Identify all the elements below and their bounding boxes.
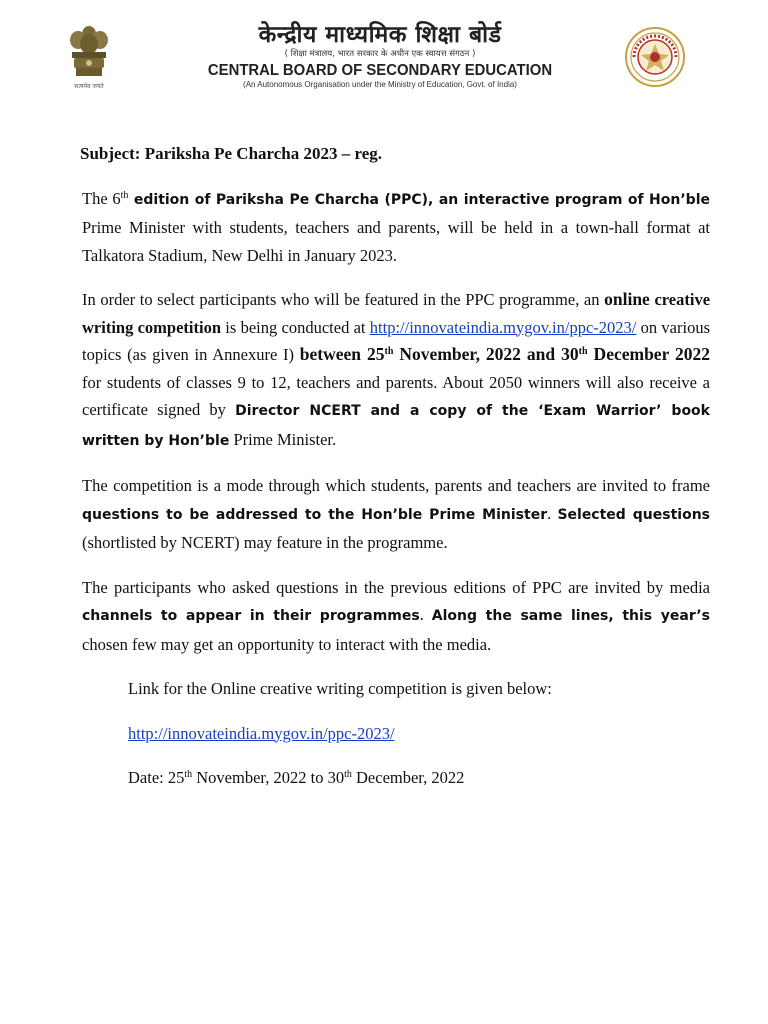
date-c: December, 2022 bbox=[351, 768, 465, 787]
cbse-seal-icon bbox=[624, 26, 686, 88]
date-a: Date: 25 bbox=[128, 768, 185, 787]
subject-line: Subject: Pariksha Pe Charcha 2023 – reg. bbox=[80, 144, 383, 163]
p2-text-c: on various topics (as given in Annexure I) bbox=[82, 317, 710, 364]
national-emblem-icon bbox=[62, 24, 116, 96]
ppc-link-inline[interactable]: http://innovateindia.mygov.in/ppc-2023/ bbox=[369, 317, 637, 337]
p2-sup2: th bbox=[578, 346, 588, 357]
hindi-subtitle: ( शिक्षा मंत्रालय, भारत सरकार के अधीन एक स्वायत्त संगठन ) bbox=[284, 49, 476, 59]
p3-bold1: questions to be addressed to the Hon’ble Prime Minister bbox=[82, 506, 548, 523]
p1-rest: Prime Minister with students, teachers and parents, will be held in a town-hall format at Talkatora Stadium, New Delhi in January 2023. bbox=[82, 218, 710, 265]
p4-text-a: The participants who asked questions in the previous editions of PPC are invited by media bbox=[82, 577, 710, 597]
p3-text-b: . bbox=[547, 503, 558, 523]
p1-bold: edition of Pariksha Pe Charcha (PPC), an interactive program of Hon’ble bbox=[128, 191, 710, 208]
link-line bbox=[128, 720, 710, 748]
p2-nov: November, 2022 and 30 bbox=[393, 344, 579, 364]
p2-text-d: for students of classes 9 to 12, teachers and parents. About 2050 winners will also receive a certificate signed by bbox=[82, 372, 710, 419]
p2-sup1: th bbox=[384, 346, 394, 357]
link-intro: Link for the Online creative writing competition is given below: bbox=[128, 679, 552, 698]
paragraph-2 bbox=[82, 286, 710, 455]
p3-text-c: (shortlisted by NCERT) may feature in the programme. bbox=[82, 533, 448, 552]
p2-text-b: is being conducted at bbox=[221, 317, 370, 337]
date-sup2: th bbox=[344, 769, 352, 780]
date-b: November, 2022 to 30 bbox=[192, 768, 345, 787]
date-sup1: th bbox=[184, 769, 193, 780]
p2-between bbox=[300, 344, 710, 364]
p2-dec: December 2022 bbox=[587, 344, 711, 364]
p2-creative: creative writing competition bbox=[82, 290, 711, 337]
letter-body bbox=[82, 140, 710, 809]
letterhead bbox=[0, 0, 768, 110]
p4-text-c: chosen few may get an opportunity to interact with the media. bbox=[82, 634, 492, 654]
p2-director: Director NCERT and a copy of the ‘Exam Warrior’ book written by Hon’ble bbox=[82, 403, 710, 449]
p4-bold2: Along the same lines, this year’s bbox=[431, 608, 710, 624]
p4-bold1: channels to appear in their programmes bbox=[82, 608, 420, 624]
date-line bbox=[128, 764, 710, 792]
svg-text:सत्यमेव जयते: सत्यमेव जयते bbox=[74, 83, 104, 90]
p2-online: online bbox=[604, 289, 650, 309]
english-title: CENTRAL BOARD OF SECONDARY EDUCATION bbox=[207, 62, 553, 79]
letterhead-text bbox=[150, 22, 610, 90]
p2-text-e: Prime Minister. bbox=[229, 429, 337, 449]
p1-sup: th bbox=[120, 189, 129, 201]
p3-text-a: The competition is a mode through which students, parents and teachers are invited to frame bbox=[82, 476, 710, 495]
p3-bold2: Selected questions bbox=[557, 506, 710, 523]
hindi-title: केन्द्रीय माध्यमिक शिक्षा बोर्ड bbox=[258, 22, 502, 48]
p1-text: The 6 bbox=[82, 188, 121, 208]
paragraph-1 bbox=[82, 185, 710, 270]
p2-between-text: between 25 bbox=[299, 344, 385, 364]
paragraph-3 bbox=[82, 472, 710, 557]
p2-text-a: In order to select participants who will be featured in the PPC programme, an bbox=[82, 290, 605, 309]
p4-text-b: . bbox=[419, 605, 432, 624]
ppc-link[interactable]: http://innovateindia.mygov.in/ppc-2023/ bbox=[128, 723, 395, 743]
english-subtitle: (An Autonomous Organisation under the Ministry of Education, Govt. of India) bbox=[243, 80, 517, 89]
paragraph-4 bbox=[82, 574, 710, 659]
